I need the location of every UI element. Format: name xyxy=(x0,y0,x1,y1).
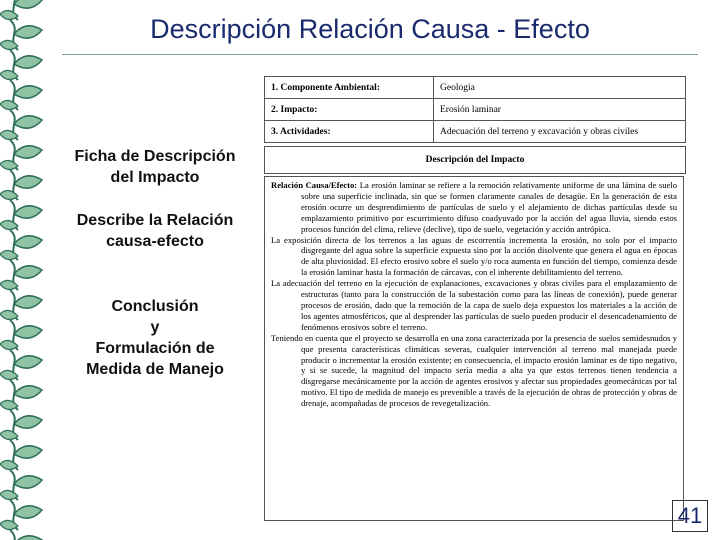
leaf-icon xyxy=(14,0,42,8)
leaf-icon xyxy=(0,280,18,289)
table-row xyxy=(265,121,686,143)
left-item-conclusion-line3: Formulación de xyxy=(95,340,215,357)
left-item-relacion-line2: causa-efecto xyxy=(106,233,204,250)
table-value: Erosión laminar xyxy=(434,99,686,121)
impact-description-body xyxy=(264,176,684,521)
leaf-icon xyxy=(14,176,42,188)
table-key: 1. Componente Ambiental: xyxy=(265,77,434,99)
leaf-icon xyxy=(14,296,42,308)
leaf-icon xyxy=(14,236,42,248)
leaf-icon xyxy=(0,400,18,409)
leaf-icon xyxy=(14,506,42,518)
leaf-icon xyxy=(0,40,18,49)
leaf-icon xyxy=(0,190,18,199)
cause-effect-text: La erosión laminar se refiere a la remoción relativamente uniforme de una lámina de suelo sobre una superficie inclinada, sin que se formen claramente canales de desagüe. En la generación de esta erosión ocurre un desprendimiento de partículas de suelo y el alejamiento de dichas partículas desde su emplazamiento primitivo por escurrimiento difuso coadyuvado por la acción del agua lluvia, siendo estos procesos función del clima, relieve (declive), tipo de suelo, vegetación y acción antrópica. xyxy=(301,180,677,234)
impact-paragraph: La adecuación del terreno en la ejecución de explanaciones, excavaciones y obras civiles para el emplazamiento de estructuras (tanto para la construcción de la subestación como para las líneas de conexión), puede generar procesos de erosión, dado que la remoción de la capa de suelo deja expuestos los materiales a la acción de los agentes atmosféricos, que al desprender las partículas de suelo pueden producir el desencadenamiento de fenómenos erosivos sobre el terreno. xyxy=(271,278,677,332)
leaf-icon xyxy=(14,266,42,278)
left-item-relacion-line1: Describe la Relación xyxy=(76,212,234,229)
leaf-icon xyxy=(0,490,18,499)
leaf-icon xyxy=(0,220,18,229)
table-row xyxy=(265,77,686,99)
page-title: Descripción Relación Causa - Efecto xyxy=(150,14,590,44)
table-value: Geología xyxy=(434,77,686,99)
leaf-icon xyxy=(14,446,42,458)
leaf-icon xyxy=(14,56,42,68)
vine-stem xyxy=(10,530,18,540)
title-divider xyxy=(62,54,698,55)
leaf-icon xyxy=(0,100,18,109)
page-number: 41 xyxy=(672,500,708,532)
leaf-icon xyxy=(0,310,18,319)
impact-metadata-table xyxy=(264,76,686,143)
leaf-icon xyxy=(14,326,42,338)
leaf-icon xyxy=(14,116,42,128)
leaf-icon xyxy=(0,70,18,79)
cause-effect-label: Relación Causa/Efecto: xyxy=(271,180,358,190)
leaf-icon xyxy=(0,370,18,379)
table-row xyxy=(265,99,686,121)
leaf-icon xyxy=(14,356,42,368)
left-item-ficha-line1: Ficha de Descripción xyxy=(74,148,236,165)
leaf-icon xyxy=(14,206,42,218)
leaf-icon xyxy=(14,536,42,540)
table-value: Adecuación del terreno y excavación y obras civiles xyxy=(434,121,686,143)
left-item-ficha xyxy=(60,146,250,188)
table-key: 3. Actividades: xyxy=(265,121,434,143)
left-item-ficha-line2: del Impacto xyxy=(110,169,200,186)
left-item-relacion xyxy=(60,210,250,252)
leaf-icon xyxy=(14,86,42,98)
leaf-icon xyxy=(0,520,18,529)
left-item-conclusion-line1: Conclusión xyxy=(111,298,199,315)
leaf-icon xyxy=(0,430,18,439)
leaf-icon xyxy=(0,460,18,469)
impact-paragraph xyxy=(271,180,677,235)
leaf-icon xyxy=(0,340,18,349)
leaf-icon xyxy=(0,130,18,139)
left-item-conclusion-line2: y xyxy=(150,319,160,336)
leaf-icon xyxy=(14,476,42,488)
leaf-icon xyxy=(0,160,18,169)
vine-border-decoration xyxy=(0,0,56,540)
leaf-icon xyxy=(0,10,18,19)
left-item-conclusion xyxy=(60,296,250,380)
leaf-icon xyxy=(14,26,42,38)
leaf-icon xyxy=(0,250,18,259)
leaf-icon xyxy=(14,416,42,428)
table-key: 2. Impacto: xyxy=(265,99,434,121)
left-item-conclusion-line4: Medida de Manejo xyxy=(86,361,224,378)
impact-description-header: Descripción del Impacto xyxy=(264,146,686,174)
leaf-icon xyxy=(14,146,42,158)
leaf-icon xyxy=(14,386,42,398)
impact-paragraph: Teniendo en cuenta que el proyecto se desarrolla en una zona caracterizada por la presencia de suelos semidesnudos y que presenta características climáticas severas, cualquier intervención al terreno mal manejada puede producir o incrementar la erosión existente; en consecuencia, el impacto erosión laminar es de tipo negativo, y si se sucede, la magnitud del impacto sería media a alta ya que estos terrenos tienen tendencia a disgregarse mecánicamente por la acción de agentes erosivos y afectar sus propiedades geomecánicas por tal motivo. El tipo de medida de manejo es prevenible a través de la ejecución de obras de protección y obras de drenaje, acompañadas de procesos de revegetalización. xyxy=(271,332,677,409)
impact-paragraph: La exposición directa de los terrenos a las aguas de escorrentía incrementa la erosión, no solo por el impacto disgregante del agua sobre la superficie expuesta sino por la acción disolvente que genera el agua en épocas de alta pluviosidad. El efecto erosivo sobre el suelo y/o roca aumenta en función del tiempo, comienza desde la erosión laminar hasta la formación de cárcavas, con el inherente debilitamiento del terreno. xyxy=(271,234,677,278)
